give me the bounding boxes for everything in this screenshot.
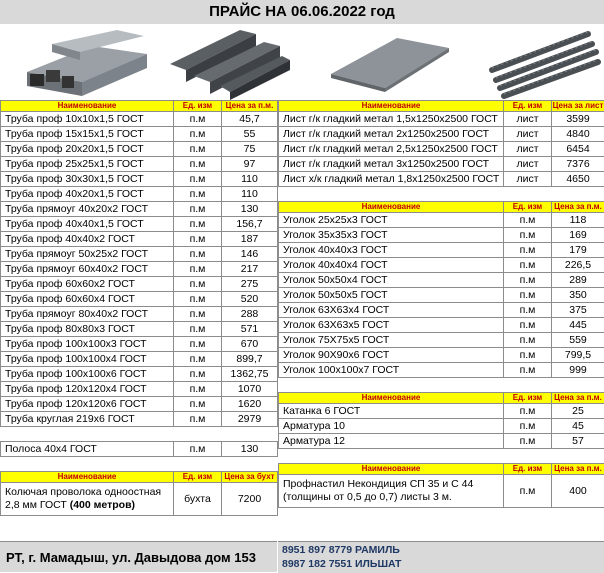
table-row: [1, 483, 278, 516]
item-price: 520: [222, 292, 278, 307]
item-unit: п.м: [174, 262, 222, 277]
table-row: [1, 352, 278, 367]
item-unit: п.м: [174, 352, 222, 367]
table-row: [279, 404, 604, 419]
column-price-header: Цена за п.м.: [552, 202, 604, 213]
item-price: 571: [222, 322, 278, 337]
table-row: [279, 363, 604, 378]
item-name: Труба проф 30х30х1,5 ГОСТ: [1, 172, 174, 187]
item-name: Труба проф 15х15х1,5 ГОСТ: [1, 127, 174, 142]
column-unit-header: Ед. изм: [504, 101, 552, 112]
item-price: 118: [552, 213, 604, 228]
item-name: Уголок 35х35х3 ГОСТ: [279, 228, 504, 243]
item-price: 3599: [552, 112, 604, 127]
item-unit: п.м: [174, 112, 222, 127]
table-row: [279, 348, 604, 363]
table-row: [279, 213, 604, 228]
item-unit: п.м: [504, 404, 552, 419]
item-price: 75: [222, 142, 278, 157]
item-unit: п.м: [174, 277, 222, 292]
table-row: [279, 318, 604, 333]
table-row: [1, 367, 278, 382]
item-name: Уголок 63Х63х5 ГОСТ: [279, 318, 504, 333]
item-unit: п.м: [504, 273, 552, 288]
item-unit: п.м: [174, 412, 222, 427]
item-unit: п.м: [174, 307, 222, 322]
table-row: [279, 288, 604, 303]
item-price: 97: [222, 157, 278, 172]
item-name: Арматура 10: [279, 419, 504, 434]
item-unit: п.м: [504, 303, 552, 318]
table-row: [1, 412, 278, 427]
column-name-header: Наименование: [1, 101, 174, 112]
item-name: Труба проф 100х100х3 ГОСТ: [1, 337, 174, 352]
price-list-title: ПРАЙС НА 06.06.2022 год: [0, 0, 604, 25]
item-unit: лист: [504, 112, 552, 127]
table-header: [279, 464, 604, 475]
item-unit: п.м: [174, 397, 222, 412]
item-unit: п.м: [504, 333, 552, 348]
item-name: Труба проф 120х120х4 ГОСТ: [1, 382, 174, 397]
item-unit: п.м: [174, 247, 222, 262]
item-name: Уголок 40х40х4 ГОСТ: [279, 258, 504, 273]
spacer-row: [1, 427, 278, 442]
column-name-header: Наименование: [279, 393, 504, 404]
item-name: Труба проф 120х120х6 ГОСТ: [1, 397, 174, 412]
table-row: [279, 243, 604, 258]
item-unit: п.м: [504, 288, 552, 303]
item-price: 899,7: [222, 352, 278, 367]
item-name: Лист х/к гладкий метал 1,8х1250х2500 ГОСТ: [279, 172, 504, 187]
item-name: Труба прямоуг 50х25х2 ГОСТ: [1, 247, 174, 262]
item-unit: п.м: [174, 127, 222, 142]
table-row: [1, 292, 278, 307]
item-price: 55: [222, 127, 278, 142]
column-unit-header: Ед. изм: [174, 472, 222, 483]
table-row: [279, 419, 604, 434]
table-row: [279, 157, 604, 172]
column-name-header: Наименование: [279, 464, 504, 475]
item-price: 45,7: [222, 112, 278, 127]
table-header: [1, 101, 278, 112]
pipes-table: [0, 100, 278, 516]
item-price: 25: [552, 404, 604, 419]
table-row: [1, 397, 278, 412]
item-price: 169: [552, 228, 604, 243]
item-price: 156,7: [222, 217, 278, 232]
item-name: Труба проф 100х100х4 ГОСТ: [1, 352, 174, 367]
table-row: [1, 127, 278, 142]
item-unit: бухта: [174, 483, 222, 516]
spacer-row: [279, 187, 604, 202]
column-unit-header: Ед. изм: [174, 101, 222, 112]
item-price: 1620: [222, 397, 278, 412]
item-name: Уголок 63Х63х4 ГОСТ: [279, 303, 504, 318]
table-row: [279, 273, 604, 288]
item-price: 375: [552, 303, 604, 318]
column-price-header: Цена за бухт: [222, 472, 278, 483]
profile-pipe-image: [22, 24, 152, 100]
item-name-line: 2,8 мм ГОСТ: [5, 499, 67, 511]
item-name: Уголок 50х50х5 ГОСТ: [279, 288, 504, 303]
item-name: Труба проф 40х40х2 ГОСТ: [1, 232, 174, 247]
item-name: Уголок 75Х75х5 ГОСТ: [279, 333, 504, 348]
item-price: 1070: [222, 382, 278, 397]
item-name: Труба проф 40х20х1,5 ГОСТ: [1, 187, 174, 202]
item-unit: п.м: [174, 292, 222, 307]
item-unit: п.м: [174, 157, 222, 172]
item-price: 445: [552, 318, 604, 333]
item-name: Уголок 40х40х3 ГОСТ: [279, 243, 504, 258]
rebar-image: [480, 24, 604, 100]
sheets-angles-table: [278, 100, 604, 508]
spacer-row: [279, 449, 604, 464]
table-header: [279, 101, 604, 112]
item-name: Труба круглая 219х6 ГОСТ: [1, 412, 174, 427]
item-unit: п.м: [504, 419, 552, 434]
angle-steel-image: [160, 24, 295, 100]
column-unit-header: Ед. изм: [504, 393, 552, 404]
steel-sheet-image: [325, 24, 455, 100]
item-price: 999: [552, 363, 604, 378]
item-price: 179: [552, 243, 604, 258]
table-header: [279, 202, 604, 213]
column-name-header: Наименование: [279, 202, 504, 213]
table-row: [1, 142, 278, 157]
item-name: Труба проф 20х20х1,5 ГОСТ: [1, 142, 174, 157]
spacer-row: [1, 457, 278, 472]
item-price: 275: [222, 277, 278, 292]
column-price-header: Цена за п.м.: [552, 464, 604, 475]
item-price: 187: [222, 232, 278, 247]
item-unit: п.м: [504, 228, 552, 243]
table-row: [1, 262, 278, 277]
item-unit: лист: [504, 172, 552, 187]
item-name-bold: (400 метров): [70, 499, 135, 511]
table-row: [1, 202, 278, 217]
item-name: Труба проф 100х100х6 ГОСТ: [1, 367, 174, 382]
table-row: [1, 217, 278, 232]
item-price: 288: [222, 307, 278, 322]
item-unit: п.м: [174, 367, 222, 382]
item-unit: п.м: [504, 348, 552, 363]
item-price: 57: [552, 434, 604, 449]
item-name: Катанка 6 ГОСТ: [279, 404, 504, 419]
item-name: Труба прямоуг 60х40х2 ГОСТ: [1, 262, 174, 277]
item-unit: п.м: [174, 202, 222, 217]
item-price: 217: [222, 262, 278, 277]
item-name: Лист г/к гладкий метал 2х1250х2500 ГОСТ: [279, 127, 504, 142]
item-price: 670: [222, 337, 278, 352]
item-price: 289: [552, 273, 604, 288]
item-name: Полоса 40х4 ГОСТ: [1, 442, 174, 457]
item-name: Лист г/к гладкий метал 2,5х1250х2500 ГОСТ: [279, 142, 504, 157]
item-price: 4840: [552, 127, 604, 142]
table-row: [1, 442, 278, 457]
item-name-line: (толщины от 0,5 до 0,7) листы 3 м.: [283, 491, 452, 503]
item-name: Труба проф 60х60х2 ГОСТ: [1, 277, 174, 292]
table-header: [1, 472, 278, 483]
table-row: [279, 228, 604, 243]
table-row: [279, 142, 604, 157]
item-unit: п.м: [174, 337, 222, 352]
item-name: Уголок 90Х90х6 ГОСТ: [279, 348, 504, 363]
table-row: [1, 112, 278, 127]
column-price-header: Цена за п.м.: [552, 393, 604, 404]
table-row: [279, 475, 604, 508]
item-unit: п.м: [174, 217, 222, 232]
table-row: [1, 322, 278, 337]
item-name: Труба прямоуг 40х20х2 ГОСТ: [1, 202, 174, 217]
column-name-header: Наименование: [279, 101, 504, 112]
item-name-line: Колючая проволока одноостная: [5, 486, 161, 498]
table-row: [1, 187, 278, 202]
item-name-line: Профнастил Некондиция СП 35 и С 44: [283, 478, 473, 490]
item-price: 1362,75: [222, 367, 278, 382]
phone-number[interactable]: 8951 897 8779 РАМИЛЬ: [282, 544, 400, 556]
item-unit: п.м: [174, 442, 222, 457]
address: РТ, г. Мамадыш, ул. Давыдова дом 153: [0, 541, 277, 572]
item-price: 130: [222, 202, 278, 217]
item-name: Лист г/к гладкий метал 1,5х1250х2500 ГОСТ: [279, 112, 504, 127]
table-row: [1, 232, 278, 247]
item-name: Лист г/к гладкий метал 3х1250х2500 ГОСТ: [279, 157, 504, 172]
item-name: Уголок 100х100х7 ГОСТ: [279, 363, 504, 378]
item-unit: п.м: [504, 213, 552, 228]
table-row: [279, 434, 604, 449]
table-row: [279, 258, 604, 273]
column-unit-header: Ед. изм: [504, 464, 552, 475]
item-price: 559: [552, 333, 604, 348]
column-unit-header: Ед. изм: [504, 202, 552, 213]
item-price: 110: [222, 187, 278, 202]
item-unit: п.м: [504, 363, 552, 378]
item-price: 45: [552, 419, 604, 434]
item-name: Труба прямоуг 80х40х2 ГОСТ: [1, 307, 174, 322]
item-unit: п.м: [174, 232, 222, 247]
item-price: 799,5: [552, 348, 604, 363]
item-unit: п.м: [174, 322, 222, 337]
item-price: 130: [222, 442, 278, 457]
contact-phones: [278, 541, 604, 573]
item-price: 350: [552, 288, 604, 303]
item-unit: п.м: [504, 434, 552, 449]
item-unit: п.м: [504, 243, 552, 258]
item-name: Труба проф 25х25х1,5 ГОСТ: [1, 157, 174, 172]
item-unit: п.м: [174, 172, 222, 187]
table-row: [279, 172, 604, 187]
item-price: 6454: [552, 142, 604, 157]
item-name: Труба проф 40х40х1,5 ГОСТ: [1, 217, 174, 232]
item-name: Труба проф 60х60х4 ГОСТ: [1, 292, 174, 307]
item-name: Арматура 12: [279, 434, 504, 449]
item-unit: лист: [504, 127, 552, 142]
product-photos: [0, 24, 604, 100]
column-name-header: Наименование: [1, 472, 174, 483]
item-unit: п.м: [504, 258, 552, 273]
table-row: [1, 307, 278, 322]
item-price: 7376: [552, 157, 604, 172]
item-price: 2979: [222, 412, 278, 427]
table-row: [1, 382, 278, 397]
phone-number[interactable]: 8987 182 7551 ИЛЬШАТ: [282, 558, 401, 570]
item-unit: лист: [504, 157, 552, 172]
table-row: [1, 277, 278, 292]
item-name: Уголок 25х25х3 ГОСТ: [279, 213, 504, 228]
table-row: [279, 112, 604, 127]
item-price: 7200: [222, 483, 278, 516]
item-price: 146: [222, 247, 278, 262]
item-name: Уголок 50х50х4 ГОСТ: [279, 273, 504, 288]
item-unit: п.м: [504, 318, 552, 333]
item-name: [279, 475, 504, 508]
item-name: Труба проф 80х80х3 ГОСТ: [1, 322, 174, 337]
item-price: 4650: [552, 172, 604, 187]
table-row: [1, 337, 278, 352]
item-unit: п.м: [504, 475, 552, 508]
table-row: [279, 333, 604, 348]
item-unit: лист: [504, 142, 552, 157]
table-row: [1, 157, 278, 172]
column-price-header: Цена за лист: [552, 101, 604, 112]
table-header: [279, 393, 604, 404]
spacer-row: [279, 378, 604, 393]
item-unit: п.м: [174, 382, 222, 397]
column-price-header: Цена за п.м.: [222, 101, 278, 112]
table-row: [1, 172, 278, 187]
item-unit: п.м: [174, 187, 222, 202]
item-price: 400: [552, 475, 604, 508]
table-row: [1, 247, 278, 262]
item-unit: п.м: [174, 142, 222, 157]
item-name: [1, 483, 174, 516]
item-price: 226,5: [552, 258, 604, 273]
item-name: Труба проф 10х10х1,5 ГОСТ: [1, 112, 174, 127]
table-row: [279, 127, 604, 142]
table-row: [279, 303, 604, 318]
item-price: 110: [222, 172, 278, 187]
